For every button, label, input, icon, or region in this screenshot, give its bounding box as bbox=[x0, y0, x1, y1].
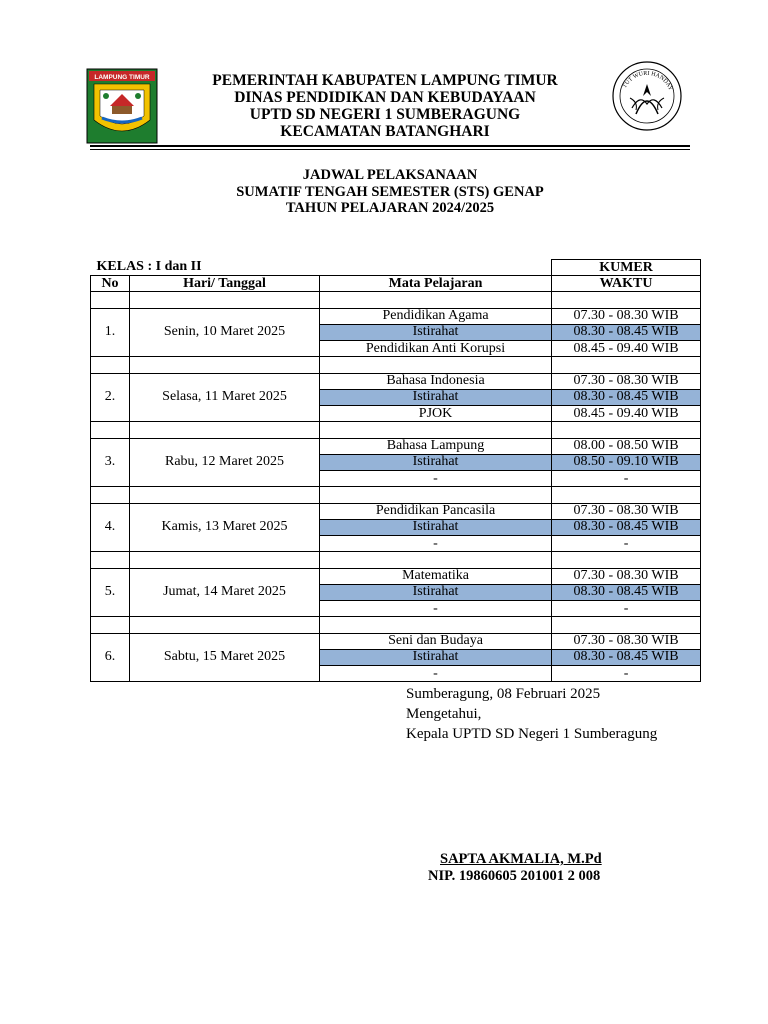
subject-cell: PJOK bbox=[320, 406, 552, 422]
title-line-2: SUMATIF TENGAH SEMESTER (STS) GENAP bbox=[236, 183, 544, 200]
day-number: 3. bbox=[91, 438, 130, 487]
time-cell: 08.45 - 09.40 WIB bbox=[552, 341, 701, 357]
time-cell: 07.30 - 08.30 WIB bbox=[552, 503, 701, 519]
subject-cell: Istirahat bbox=[320, 519, 552, 535]
schedule-row bbox=[91, 633, 701, 649]
acknowledged-label: Mengetahui, bbox=[406, 706, 482, 722]
schedule-row bbox=[91, 308, 701, 324]
time-cell: 08.30 - 08.45 WIB bbox=[552, 389, 701, 405]
spacer-cell bbox=[91, 617, 130, 633]
spacer-cell bbox=[130, 552, 320, 568]
time-cell: - bbox=[552, 666, 701, 682]
schedule-table bbox=[90, 259, 701, 682]
time-cell: 08.30 - 08.45 WIB bbox=[552, 324, 701, 340]
signatory-nip: NIP. 19860605 201001 2 008 bbox=[428, 868, 601, 884]
schedule-row bbox=[91, 373, 701, 389]
col-header-time: WAKTU bbox=[552, 276, 701, 292]
title-line-1: JADWAL PELAKSANAAN bbox=[302, 167, 478, 183]
spacer-cell bbox=[552, 292, 701, 308]
subject-cell: Istirahat bbox=[320, 324, 552, 340]
spacer-cell bbox=[552, 422, 701, 438]
spacer-row bbox=[91, 422, 701, 438]
spacer-cell bbox=[91, 357, 130, 373]
day-number: 2. bbox=[91, 373, 130, 422]
day-date: Rabu, 12 Maret 2025 bbox=[130, 438, 320, 487]
time-cell: 08.45 - 09.40 WIB bbox=[552, 406, 701, 422]
schedule-row bbox=[91, 438, 701, 454]
day-number: 4. bbox=[91, 503, 130, 552]
day-number: 6. bbox=[91, 633, 130, 682]
day-date: Jumat, 14 Maret 2025 bbox=[130, 568, 320, 617]
subject-cell: Pendidikan Agama bbox=[320, 308, 552, 324]
time-cell: 07.30 - 08.30 WIB bbox=[552, 568, 701, 584]
spacer-cell bbox=[91, 422, 130, 438]
subject-cell: Seni dan Budaya bbox=[320, 633, 552, 649]
time-cell: 08.30 - 08.45 WIB bbox=[552, 519, 701, 535]
spacer-cell bbox=[91, 487, 130, 503]
time-cell: 07.30 - 08.30 WIB bbox=[552, 633, 701, 649]
subject-cell: Istirahat bbox=[320, 389, 552, 405]
spacer-cell bbox=[552, 487, 701, 503]
spacer-cell bbox=[91, 292, 130, 308]
letterhead-line-3: UPTD SD NEGERI 1 SUMBERAGUNG bbox=[249, 106, 521, 123]
subject-cell: Istirahat bbox=[320, 649, 552, 665]
subject-cell: Pendidikan Anti Korupsi bbox=[320, 341, 552, 357]
time-cell: 07.30 - 08.30 WIB bbox=[552, 373, 701, 389]
time-cell: 08.30 - 08.45 WIB bbox=[552, 584, 701, 600]
header-row bbox=[91, 276, 701, 292]
lampung-timur-logo bbox=[86, 68, 158, 144]
subject-cell: - bbox=[320, 471, 552, 487]
spacer-row bbox=[91, 357, 701, 373]
spacer-cell bbox=[320, 487, 552, 503]
spacer-cell bbox=[320, 357, 552, 373]
spacer-cell bbox=[320, 552, 552, 568]
subject-cell: Istirahat bbox=[320, 454, 552, 470]
col-header-no: No bbox=[91, 276, 130, 292]
subject-cell: Pendidikan Pancasila bbox=[320, 503, 552, 519]
subject-cell: - bbox=[320, 666, 552, 682]
spacer-row bbox=[91, 292, 701, 308]
schedule-row bbox=[91, 503, 701, 519]
spacer-cell bbox=[130, 487, 320, 503]
time-cell: 08.00 - 08.50 WIB bbox=[552, 438, 701, 454]
place-date: Sumberagung, 08 Februari 2025 bbox=[406, 686, 601, 702]
document-title bbox=[130, 167, 650, 217]
spacer-cell bbox=[320, 422, 552, 438]
col-header-day: Hari/ Tanggal bbox=[130, 276, 320, 292]
spacer-cell bbox=[91, 552, 130, 568]
day-date: Kamis, 13 Maret 2025 bbox=[130, 503, 320, 552]
signature-block bbox=[406, 684, 657, 744]
schedule-row bbox=[91, 568, 701, 584]
kumer-label: KUMER bbox=[552, 260, 701, 276]
letterhead-divider-thick bbox=[90, 145, 690, 147]
kelas-row bbox=[91, 260, 701, 276]
time-cell: - bbox=[552, 601, 701, 617]
letterhead-line-1: PEMERINTAH KABUPATEN LAMPUNG TIMUR bbox=[212, 72, 558, 89]
day-date: Selasa, 11 Maret 2025 bbox=[130, 373, 320, 422]
letterhead-line-2: DINAS PENDIDIKAN DAN KEBUDAYAAN bbox=[234, 89, 536, 106]
day-number: 1. bbox=[91, 308, 130, 357]
spacer-cell bbox=[320, 617, 552, 633]
tut-wuri-handayani-logo bbox=[610, 58, 684, 134]
subject-cell: - bbox=[320, 536, 552, 552]
letterhead-line-4: KECAMATAN BATANGHARI bbox=[280, 123, 490, 140]
svg-text:LAMPUNG TIMUR: LAMPUNG TIMUR bbox=[94, 74, 150, 81]
time-cell: - bbox=[552, 471, 701, 487]
spacer-cell bbox=[552, 357, 701, 373]
svg-text:TUT WURI HANDAYANI: TUT WURI HANDAY bbox=[621, 70, 674, 92]
time-cell: - bbox=[552, 536, 701, 552]
spacer-row bbox=[91, 487, 701, 503]
subject-cell: Bahasa Indonesia bbox=[320, 373, 552, 389]
col-header-subject: Mata Pelajaran bbox=[320, 276, 552, 292]
spacer-cell bbox=[130, 422, 320, 438]
time-cell: 08.50 - 09.10 WIB bbox=[552, 454, 701, 470]
spacer-cell bbox=[552, 617, 701, 633]
spacer-cell bbox=[130, 357, 320, 373]
spacer-row bbox=[91, 552, 701, 568]
subject-cell: - bbox=[320, 601, 552, 617]
day-date: Sabtu, 15 Maret 2025 bbox=[130, 633, 320, 682]
letterhead bbox=[170, 72, 600, 140]
time-cell: 07.30 - 08.30 WIB bbox=[552, 308, 701, 324]
spacer-cell bbox=[320, 292, 552, 308]
time-cell: 08.30 - 08.45 WIB bbox=[552, 649, 701, 665]
spacer-row bbox=[91, 617, 701, 633]
subject-cell: Matematika bbox=[320, 568, 552, 584]
signatory-position: Kepala UPTD SD Negeri 1 Sumberagung bbox=[406, 726, 658, 742]
spacer-cell bbox=[130, 292, 320, 308]
spacer-cell bbox=[130, 617, 320, 633]
letterhead-divider-thin bbox=[90, 149, 690, 150]
subject-cell: Bahasa Lampung bbox=[320, 438, 552, 454]
title-line-3: TAHUN PELAJARAN 2024/2025 bbox=[285, 200, 495, 216]
day-number: 5. bbox=[91, 568, 130, 617]
spacer-cell bbox=[552, 552, 701, 568]
day-date: Senin, 10 Maret 2025 bbox=[130, 308, 320, 357]
signatory-name: SAPTA AKMALIA, M.Pd bbox=[440, 851, 602, 867]
class-label: KELAS : I dan II bbox=[91, 260, 552, 276]
subject-cell: Istirahat bbox=[320, 584, 552, 600]
